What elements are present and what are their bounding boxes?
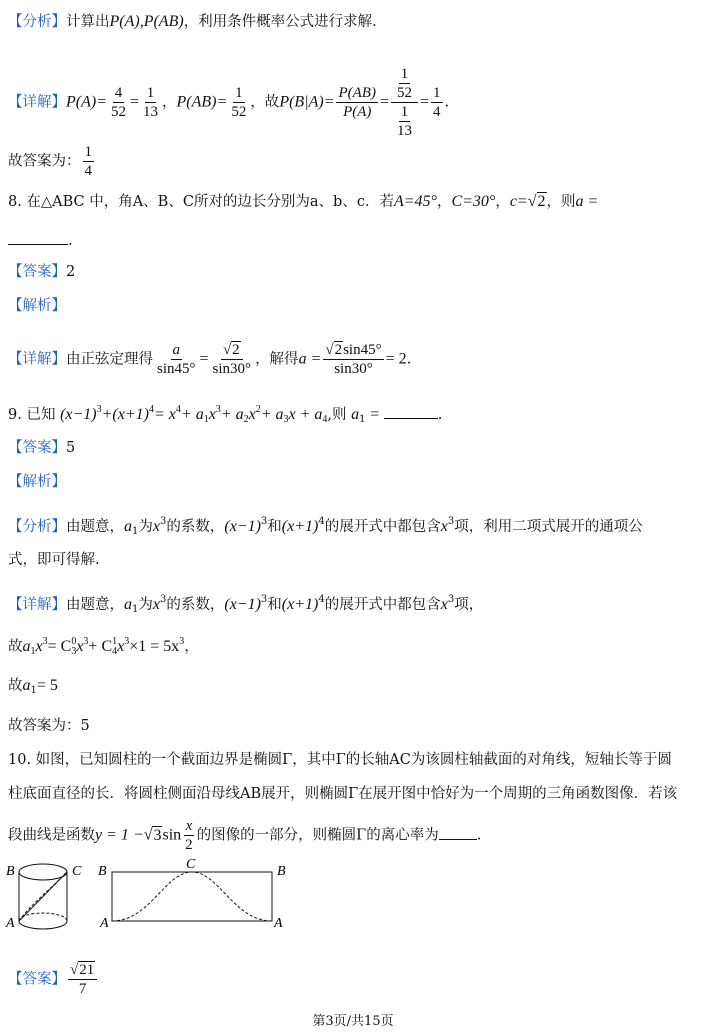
text: 和 (267, 597, 282, 613)
cylinder-bottom-front (19, 921, 67, 929)
sub: 4 (322, 414, 328, 425)
question-9 (8, 400, 698, 430)
text: ， (162, 94, 177, 111)
page-footer: 第3页/共15页 (312, 1014, 394, 1029)
text: 由题意， (66, 597, 124, 613)
sub: 3 (71, 646, 77, 658)
math: P(AB)= (176, 93, 228, 111)
num: P(AB) (338, 85, 376, 101)
exp: 2 (255, 404, 261, 415)
answer-tag: 【答案】 (8, 264, 66, 280)
text: . (437, 407, 443, 423)
math: P(A),P(AB) (109, 13, 184, 30)
den: 2 (185, 837, 193, 853)
text: 为 (138, 597, 153, 613)
num (391, 66, 418, 103)
equation (60, 406, 327, 423)
text: 段曲线是函数 (8, 827, 95, 844)
exp: 4 (318, 594, 325, 605)
radicand: 2 (334, 342, 343, 358)
answer-tag: 【答案】 (8, 440, 66, 456)
math: + a (220, 406, 244, 423)
math: = (420, 93, 430, 111)
question-10-line-1 (8, 750, 698, 770)
answer-9 (8, 438, 698, 458)
math: a (22, 638, 31, 655)
math: ×1 = 5x (129, 638, 180, 655)
math: P(B|A)= (279, 93, 335, 111)
analysis-line-9 (8, 512, 698, 542)
solution-8-heading (8, 296, 698, 316)
cylinder-top-ellipse (19, 864, 67, 880)
den: 13 (143, 104, 159, 120)
label-B: B (98, 864, 107, 879)
text: 由题意， (66, 519, 124, 535)
label-B: B (277, 864, 286, 879)
text: 和 (267, 519, 282, 535)
detail-line-8 (8, 342, 698, 377)
sub: 1 (132, 526, 139, 537)
question-10-line-3 (8, 818, 698, 853)
exp: 3 (159, 516, 167, 527)
den: 52 (111, 104, 126, 120)
math: P(A)= (66, 93, 107, 111)
answer-tag: 【答案】 (8, 971, 66, 988)
exp: 3 (124, 636, 130, 647)
compound-fraction (391, 66, 418, 139)
text: ， (436, 194, 452, 210)
math: +(x+1) (101, 406, 149, 423)
fraction (323, 342, 383, 377)
num: 1 (235, 85, 243, 101)
math: x (152, 518, 160, 535)
num: 1 (84, 144, 92, 160)
text: 故 (8, 678, 23, 694)
detail-line-9 (8, 590, 698, 620)
fraction (155, 342, 198, 377)
exp: 3 (260, 516, 268, 527)
exp: 3 (447, 516, 455, 527)
math: √3 (143, 826, 162, 844)
solution-9-heading (8, 472, 698, 492)
sub: 1 (30, 646, 36, 657)
den: 4 (84, 163, 92, 179)
analysis-line-1 (8, 12, 698, 32)
math: = x (153, 406, 176, 423)
math: x (152, 596, 160, 613)
text: 故答案为： (8, 153, 81, 170)
math: sin (162, 826, 182, 844)
detail-tag: 【详解】 (8, 351, 66, 368)
text: 故 (8, 639, 23, 655)
math: = 5 (36, 677, 58, 694)
text: 的图像的一部分，则椭圆Γ的离心率为 (196, 827, 439, 844)
exp: 3 (83, 636, 89, 647)
answer-10 (8, 962, 698, 997)
sub: 1 (132, 604, 139, 615)
num: a (172, 342, 180, 358)
fraction (229, 85, 248, 120)
math: (x−1) (224, 596, 261, 613)
math: a = (575, 193, 599, 210)
radicand: 21 (79, 962, 95, 978)
text: 由正弦定理得 (66, 351, 153, 368)
math: A=45° (393, 193, 437, 210)
math: = (199, 350, 209, 368)
math: (x+1) (281, 596, 319, 613)
exp: 3 (215, 404, 221, 415)
math: a = (298, 350, 322, 368)
detail-line-9b (8, 632, 698, 662)
detail-tag: 【详解】 (8, 94, 66, 111)
detail-tag: 【详解】 (8, 597, 66, 613)
detail-line-9c (8, 676, 698, 701)
num-rest: sin45° (343, 342, 382, 358)
sub: 1 (203, 414, 209, 425)
math: y = 1 − (95, 826, 144, 844)
radicand: 3 (153, 826, 162, 844)
radicand: 2 (232, 342, 240, 358)
math: (x−1) (224, 518, 261, 535)
text: 的系数， (166, 519, 225, 535)
math: a (124, 596, 132, 613)
math: x (208, 406, 216, 423)
answer-line-9 (8, 716, 698, 736)
exp: 3 (447, 594, 455, 605)
text: ，利用条件概率公式进行求解. (183, 14, 377, 30)
text: 故答案为： (8, 718, 81, 734)
detail-line-1 (8, 66, 698, 139)
cylinder-figure (0, 855, 300, 935)
label-C: C (186, 857, 196, 872)
num: 1 (146, 85, 155, 101)
sub: 3 (283, 414, 289, 425)
analysis-tag: 【分析】 (8, 519, 66, 535)
answer-blank[interactable] (384, 404, 438, 419)
den: sin30° (334, 361, 373, 377)
analysis-tag: 【分析】 (8, 14, 66, 30)
exp: 4 (175, 404, 181, 415)
question-8 (8, 192, 698, 212)
math: x (35, 638, 43, 655)
num: 1 (433, 85, 441, 101)
solution-tag: 【解析】 (8, 298, 66, 314)
math: x (117, 638, 125, 655)
sub: 2 (243, 414, 249, 425)
exp: 3 (260, 594, 268, 605)
fraction (183, 818, 195, 853)
text: 为 (138, 519, 153, 535)
math: (x−1) (60, 406, 97, 423)
solution-tag: 【解析】 (8, 474, 66, 490)
fraction (109, 85, 128, 120)
label-C: C (72, 864, 82, 879)
fraction (395, 104, 414, 139)
num: 1 (400, 66, 409, 82)
fraction (211, 342, 254, 377)
den: sin30° (212, 361, 252, 377)
math: a (351, 406, 360, 423)
sine-curve (112, 872, 272, 921)
answer-8 (8, 262, 698, 282)
math: x (248, 406, 256, 423)
fraction (83, 144, 95, 179)
text: 式，即可得解. (8, 552, 100, 568)
fraction (395, 66, 414, 101)
answer-line-7 (8, 144, 698, 179)
num: √21 (68, 962, 97, 980)
text: ，则 (546, 194, 576, 210)
num: 1 (400, 104, 409, 120)
exp: 3 (159, 594, 167, 605)
label-A: A (6, 916, 15, 931)
math: = 2 (385, 350, 407, 368)
den: 13 (397, 123, 412, 139)
den: 4 (433, 104, 441, 120)
text: . (68, 233, 73, 249)
exp: 4 (148, 404, 154, 415)
num: √2 (221, 342, 243, 360)
math: √2 (527, 193, 546, 210)
analysis-line-9b (8, 550, 698, 570)
axial-diagonal (19, 872, 67, 921)
text: . (476, 827, 482, 844)
math: x (440, 596, 448, 613)
text: . (406, 351, 412, 368)
text: 10. 如图，已知圆柱的一个截面边界是椭圆Γ，其中Γ的长轴AC为该圆柱轴截面的对角线，短轴长等于圆 (8, 752, 672, 768)
text: . (444, 94, 450, 111)
math: + C (88, 638, 113, 655)
math: = C (47, 638, 72, 655)
answer-value: 5 (80, 718, 90, 734)
math: x + a (288, 406, 323, 423)
text: 项，利用二项式展开的通项公 (454, 519, 643, 535)
math: + a (180, 406, 204, 423)
exp: 3 (179, 636, 185, 647)
math: (x+1) (281, 518, 319, 535)
math: = (130, 93, 140, 111)
fraction (431, 85, 443, 120)
den: P(A) (343, 104, 372, 120)
den: sin45° (157, 361, 196, 377)
text: ， (184, 639, 199, 655)
answer-value: 2 (66, 264, 76, 280)
fraction (141, 85, 160, 120)
text: ，解得 (255, 351, 299, 368)
answer-blank[interactable] (439, 825, 477, 840)
text: 项， (454, 597, 484, 613)
answer-blank[interactable] (8, 230, 68, 245)
exp: 0 (71, 636, 77, 648)
math: a (124, 518, 132, 535)
exp: 3 (96, 404, 102, 415)
fraction (68, 962, 97, 997)
text: 8. 在△ABC 中，角A、B、C所对的边长分别为a、b、c．若 (8, 194, 394, 210)
math: + a (260, 406, 284, 423)
math: C=30° (451, 193, 496, 210)
exp: 4 (318, 516, 325, 527)
den: 52 (231, 104, 247, 120)
num: √2sin45° (325, 342, 382, 358)
equation (22, 636, 185, 658)
text: ，故 (250, 94, 280, 111)
text: 9. 已知 (8, 407, 56, 423)
math: c= (509, 193, 528, 210)
text: ， (495, 194, 510, 210)
text: 的系数， (166, 597, 225, 613)
exp: 1 (112, 636, 118, 648)
text: 的展开式中都包含 (324, 519, 441, 535)
question-10-line-2 (8, 784, 698, 804)
den: 52 (397, 85, 412, 101)
sub: 1 (359, 414, 366, 425)
text: ,则 (327, 407, 347, 423)
num: x (185, 818, 193, 834)
sub: 4 (112, 646, 118, 658)
label-B: B (6, 864, 15, 879)
label-A: A (274, 916, 283, 931)
den (391, 103, 418, 139)
math: a (22, 677, 31, 694)
math: x (440, 518, 448, 535)
radicand: 2 (537, 193, 546, 210)
math: = (379, 93, 389, 111)
fraction (336, 85, 377, 120)
math: x (76, 638, 84, 655)
text: 的展开式中都包含 (324, 597, 441, 613)
text: 柱底面直径的长．将圆柱侧面沿母线AB展开，则椭圆Γ在展开图中恰好为一个周期的三角函数图像．若该 (8, 786, 678, 802)
num: 4 (114, 85, 123, 101)
label-A: A (100, 916, 109, 931)
question-8-blank (8, 230, 698, 251)
text: 计算出 (66, 14, 110, 30)
math: = (370, 406, 380, 423)
sub: 1 (30, 685, 37, 696)
answer-value: 5 (66, 440, 76, 456)
den: 7 (78, 981, 87, 997)
exp: 3 (42, 636, 48, 647)
